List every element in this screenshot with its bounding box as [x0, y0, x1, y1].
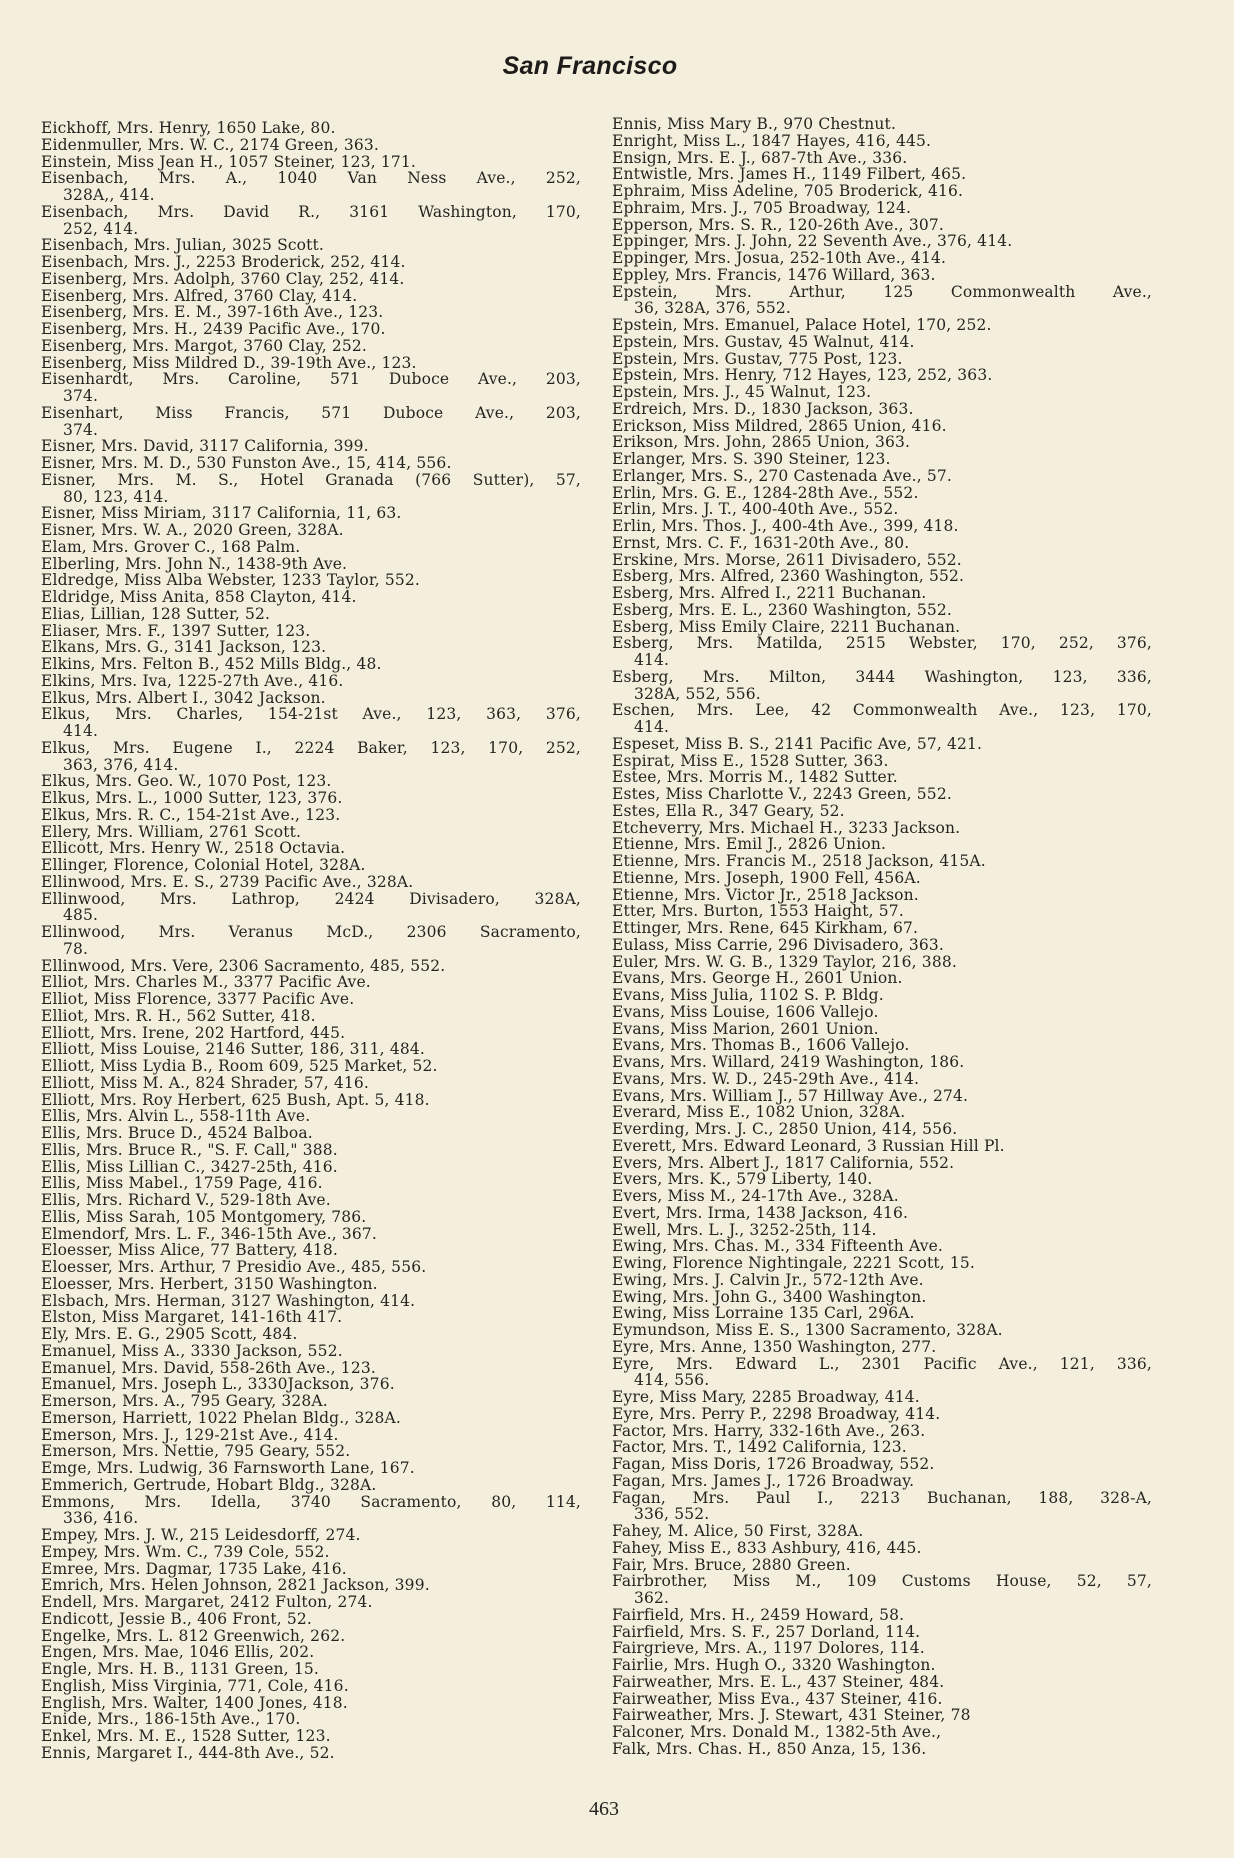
directory-entry-line: Epstein, Mrs. Gustav, 45 Walnut, 414.: [612, 332, 915, 352]
directory-entry-line: Ensign, Mrs. E. J., 687-7th Ave., 336.: [612, 148, 908, 167]
directory-entry-line: Estee, Mrs. Morris M., 1482 Sutter.: [612, 767, 898, 787]
directory-entry-line: Epstein, Mrs. Arthur, 125 Commonwealth Ave.,: [612, 283, 1152, 301]
entry-continuation-line: 336, 416.: [63, 1508, 139, 1528]
directory-entry-line: Eldredge, Miss Alba Webster, 1233 Taylor, 552.: [41, 570, 420, 590]
directory-entry-line: Elias, Lillian, 128 Sutter, 52.: [41, 604, 271, 624]
directory-entry-line: Eloesser, Mrs. Arthur, 7 Presidio Ave., 485, 556.: [41, 1257, 427, 1277]
directory-entry-line: Enide, Mrs., 186-15th Ave., 170.: [41, 1709, 301, 1729]
directory-entry-line: Ellery, Mrs. William, 2761 Scott.: [41, 822, 302, 841]
directory-entry-line: Ewing, Mrs. J. Calvin Jr., 572-12th Ave.: [612, 1270, 924, 1290]
directory-entry-line: Ephraim, Miss Adeline, 705 Broderick, 416.: [612, 181, 964, 201]
directory-entry-line: Elkus, Mrs. R. C., 154-21st Ave., 123.: [41, 805, 341, 825]
directory-entry-line: Elliot, Mrs. Charles M., 3377 Pacific Ave.: [41, 972, 371, 992]
directory-entry-line: Ewing, Mrs. John G., 3400 Washington.: [612, 1287, 927, 1306]
directory-entry-line: Eisenhardt, Mrs. Caroline, 571 Duboce Ave., 203,: [41, 370, 581, 389]
directory-entry-line: Etcheverry, Mrs. Michael H., 3233 Jackson.: [612, 818, 961, 837]
directory-entry-line: Enkel, Mrs. M. E., 1528 Sutter, 123.: [41, 1726, 331, 1746]
directory-entry-line: Elberling, Mrs. John N., 1438-9th Ave.: [41, 554, 348, 573]
directory-entry-line: Eisenbach, Mrs. A., 1040 Van Ness Ave., 252,: [41, 169, 581, 188]
directory-entry-line: Ennis, Margaret I., 444-8th Ave., 52.: [41, 1743, 335, 1763]
directory-entry-line: Erikson, Mrs. John, 2865 Union, 363.: [612, 432, 911, 452]
directory-entry-line: Eisenberg, Mrs. Adolph, 3760 Clay, 252, 414.: [41, 269, 405, 289]
directory-entry-line: Emerson, Harriett, 1022 Phelan Bldg., 328A.: [41, 1408, 401, 1428]
directory-entry-line: Elliott, Mrs. Irene, 202 Hartford, 445.: [41, 1023, 346, 1042]
directory-entry-line: Everard, Miss E., 1082 Union, 328A.: [612, 1102, 906, 1122]
directory-entry-line: Elkus, Mrs. Eugene I., 2224 Baker, 123, 170, 252,: [41, 739, 581, 757]
directory-entry-line: Eisenberg, Mrs. H., 2439 Pacific Ave., 170.: [41, 319, 386, 339]
directory-entry-line: Evers, Mrs. K., 579 Liberty, 140.: [612, 1169, 873, 1189]
directory-entry-line: Fairweather, Mrs. J. Stewart, 431 Steiner, 78: [612, 1705, 971, 1725]
entry-continuation-line: 328A,, 414.: [63, 185, 155, 205]
directory-entry-line: Fagan, Mrs. James J., 1726 Broadway.: [612, 1471, 915, 1491]
directory-entry-line: Etter, Mrs. Burton, 1553 Haight, 57.: [612, 901, 904, 921]
directory-entry-line: Endell, Mrs. Margaret, 2412 Fulton, 274.: [41, 1592, 373, 1612]
directory-entry-line: Elmendorf, Mrs. L. F., 346-15th Ave., 367.: [41, 1224, 377, 1243]
directory-entry-line: Euler, Mrs. W. G. B., 1329 Taylor, 216, 388.: [612, 952, 957, 971]
directory-entry-line: Factor, Mrs. T., 1492 California, 123.: [612, 1437, 907, 1457]
directory-entry-line: Elkins, Mrs. Felton B., 452 Mills Bldg., 48.: [41, 654, 382, 674]
directory-entry-line: Ellicott, Mrs. Henry W., 2518 Octavia.: [41, 838, 346, 858]
directory-entry-line: Ellis, Miss Mabel., 1759 Page, 416.: [41, 1173, 323, 1193]
directory-entry-line: Elkins, Mrs. Iva, 1225-27th Ave., 416.: [41, 671, 344, 691]
directory-entry-line: Eyre, Miss Mary, 2285 Broadway, 414.: [612, 1387, 920, 1407]
directory-entry-line: Fairweather, Miss Eva., 437 Steiner, 416.: [612, 1689, 943, 1708]
directory-entry-line: Eisenbach, Mrs. Julian, 3025 Scott.: [41, 235, 324, 255]
directory-entry-line: Eppinger, Mrs. J. John, 22 Seventh Ave., 376, 414.: [612, 231, 1013, 251]
directory-entry-line: Eisenhart, Miss Francis, 571 Duboce Ave., 203,: [41, 404, 581, 422]
directory-entry-line: Einstein, Miss Jean H., 1057 Steiner, 123, 171.: [41, 152, 416, 171]
directory-entry-line: Epstein, Mrs. Gustav, 775 Post, 123.: [612, 349, 903, 368]
page-number: 463: [589, 1798, 619, 1820]
page-title: San Francisco: [502, 52, 678, 80]
directory-entry-line: Erskine, Mrs. Morse, 2611 Divisadero, 552.: [612, 550, 962, 569]
directory-entry-line: Esberg, Mrs. Alfred I., 2211 Buchanan.: [612, 583, 927, 603]
directory-entry-line: Ewing, Mrs. Chas. M., 334 Fifteenth Ave.: [612, 1236, 944, 1256]
directory-entry-line: Fairgrieve, Mrs. A., 1197 Dolores, 114.: [612, 1638, 925, 1658]
directory-entry-line: Eschen, Mrs. Lee, 42 Commonwealth Ave., 123, 170,: [612, 701, 1152, 720]
directory-entry-line: Factor, Mrs. Harry, 332-16th Ave., 263.: [612, 1421, 926, 1440]
directory-entry-line: Eyre, Mrs. Edward L., 2301 Pacific Ave., 121, 336,: [612, 1355, 1152, 1373]
directory-entry-line: Evans, Miss Julia, 1102 S. P. Bldg.: [612, 985, 884, 1005]
directory-entry-line: Everding, Mrs. J. C., 2850 Union, 414, 556.: [612, 1119, 958, 1139]
directory-entry-line: Fairbrother, Miss M., 109 Customs House, 52, 57,: [612, 1572, 1152, 1591]
directory-entry-line: Ellinwood, Mrs. E. S., 2739 Pacific Ave., 328A.: [41, 872, 414, 892]
directory-entry-line: Falk, Mrs. Chas. H., 850 Anza, 15, 136.: [612, 1739, 927, 1759]
directory-entry-line: Engen, Mrs. Mae, 1046 Ellis, 202.: [41, 1642, 315, 1662]
directory-entry-line: Erlin, Mrs. G. E., 1284-28th Ave., 552.: [612, 483, 919, 502]
entry-continuation-line: 374.: [63, 386, 99, 406]
directory-entry-line: Eyre, Mrs. Anne, 1350 Washington, 277.: [612, 1337, 937, 1357]
directory-entry-line: Elliott, Miss M. A., 824 Shrader, 57, 416.: [41, 1073, 370, 1093]
directory-entry-line: Engle, Mrs. H. B., 1131 Green, 15.: [41, 1659, 319, 1679]
directory-entry-line: Elliot, Mrs. R. H., 562 Sutter, 418.: [41, 1006, 316, 1026]
entry-continuation-line: 252, 414.: [63, 219, 139, 238]
entry-continuation-line: 78.: [63, 939, 89, 959]
directory-entry-line: Emerson, Mrs. A., 795 Geary, 328A.: [41, 1391, 328, 1411]
directory-entry-line: Everett, Mrs. Edward Leonard, 3 Russian Hill Pl.: [612, 1136, 1005, 1156]
directory-entry-line: Evans, Mrs. W. D., 245-29th Ave., 414.: [612, 1069, 920, 1089]
directory-entry-line: Evans, Mrs. William J., 57 Hillway Ave., 274.: [612, 1086, 969, 1105]
entry-continuation-line: 414.: [634, 717, 670, 737]
directory-entry-line: Epstein, Mrs. J., 45 Walnut, 123.: [612, 382, 872, 402]
directory-entry-line: Emanuel, Miss A., 3330 Jackson, 552.: [41, 1341, 343, 1361]
directory-entry-line: Eisenbach, Mrs. J., 2253 Broderick, 252, 414.: [41, 252, 406, 272]
directory-entry-line: Emge, Mrs. Ludwig, 36 Farnsworth Lane, 167.: [41, 1458, 415, 1478]
directory-entry-line: Eisenberg, Mrs. Alfred, 3760 Clay, 414.: [41, 286, 358, 305]
directory-entry-line: Elliott, Miss Louise, 2146 Sutter, 186, 311, 484.: [41, 1039, 425, 1059]
directory-entry-line: Empey, Mrs. J. W., 215 Leidesdorff, 274.: [41, 1525, 361, 1545]
directory-entry-line: Emerson, Mrs. J., 129-21st Ave., 414.: [41, 1425, 339, 1444]
directory-entry-line: Ewing, Miss Lorraine 135 Carl, 296A.: [612, 1303, 915, 1323]
directory-entry-line: Emanuel, Mrs. Joseph L., 3330Jackson, 376.: [41, 1374, 395, 1394]
directory-entry-line: Ettinger, Mrs. Rene, 645 Kirkham, 67.: [612, 918, 919, 938]
directory-entry-line: Fagan, Miss Doris, 1726 Broadway, 552.: [612, 1454, 935, 1474]
directory-entry-line: Eisner, Mrs. M. D., 530 Funston Ave., 15, 414, 556.: [41, 453, 452, 473]
directory-entry-line: Fair, Mrs. Bruce, 2880 Green.: [612, 1555, 851, 1574]
directory-entry-line: Eisenbach, Mrs. David R., 3161 Washington, 170,: [41, 203, 581, 221]
directory-entry-line: Elliot, Miss Florence, 3377 Pacific Ave.: [41, 989, 355, 1009]
directory-entry-line: Elkus, Mrs. Geo. W., 1070 Post, 123.: [41, 771, 332, 791]
directory-entry-line: Etienne, Mrs. Francis M., 2518 Jackson, 415A.: [612, 851, 986, 871]
directory-entry-line: Eloesser, Miss Alice, 77 Battery, 418.: [41, 1240, 338, 1260]
directory-entry-line: Emrich, Mrs. Helen Johnson, 2821 Jackson, 399.: [41, 1575, 430, 1595]
entry-continuation-line: 363, 376, 414.: [63, 755, 179, 774]
entry-continuation-line: 414, 556.: [634, 1370, 710, 1390]
entry-continuation-line: 36, 328A, 376, 552.: [634, 298, 792, 318]
directory-entry-line: Elliott, Miss Lydia B., Room 609, 525 Market, 52.: [41, 1056, 438, 1076]
directory-entry-line: Eymundson, Miss E. S., 1300 Sacramento, 328A.: [612, 1320, 1003, 1340]
directory-entry-line: Estes, Miss Charlotte V., 2243 Green, 552.: [612, 784, 952, 804]
directory-entry-line: Enright, Miss L., 1847 Hayes, 416, 445.: [612, 131, 932, 151]
entry-continuation-line: 80, 123, 414.: [63, 487, 169, 506]
directory-entry-line: Ellinwood, Mrs. Veranus McD., 2306 Sacramento,: [41, 923, 581, 942]
directory-entry-line: Elam, Mrs. Grover C., 168 Palm.: [41, 537, 301, 557]
directory-entry-line: Erlanger, Mrs. S., 270 Castenada Ave., 57.: [612, 466, 953, 486]
directory-entry-line: Etienne, Mrs. Joseph, 1900 Fell, 456A.: [612, 868, 921, 888]
directory-entry-line: Elkus, Mrs. L., 1000 Sutter, 123, 376.: [41, 788, 343, 808]
directory-entry-line: Emmerich, Gertrude, Hobart Bldg., 328A.: [41, 1475, 377, 1495]
entry-continuation-line: 336, 552.: [634, 1504, 710, 1524]
directory-entry-line: Eidenmuller, Mrs. W. C., 2174 Green, 363.: [41, 135, 379, 155]
entry-continuation-line: 485.: [63, 905, 99, 925]
directory-entry-line: Falconer, Mrs. Donald M., 1382-5th Ave.,: [612, 1722, 942, 1742]
directory-entry-line: Fahey, Miss E., 833 Ashbury, 416, 445.: [612, 1538, 922, 1558]
directory-entry-line: Epstein, Mrs. Emanuel, Palace Hotel, 170, 252.: [612, 315, 992, 335]
directory-entry-line: Ellis, Miss Sarah, 105 Montgomery, 786.: [41, 1207, 367, 1227]
directory-entry-line: Erlanger, Mrs. S. 390 Steiner, 123.: [612, 449, 891, 469]
entry-continuation-line: 374.: [63, 420, 99, 439]
directory-entry-line: Espirat, Miss E., 1528 Sutter, 363.: [612, 751, 889, 770]
directory-entry-line: Elkus, Mrs. Charles, 154-21st Ave., 123, 363, 376,: [41, 705, 581, 724]
right-column: [612, 116, 1152, 1758]
directory-entry-line: Emmons, Mrs. Idella, 3740 Sacramento, 80, 114,: [41, 1493, 581, 1511]
directory-entry-line: Endicott, Jessie B., 406 Front, 52.: [41, 1609, 312, 1629]
directory-entry-line: Eisner, Mrs. David, 3117 California, 399.: [41, 436, 369, 456]
directory-entry-line: Eickhoff, Mrs. Henry, 1650 Lake, 80.: [41, 118, 336, 138]
directory-entry-line: Evers, Mrs. Albert J., 1817 California, 552.: [612, 1153, 955, 1172]
directory-entry-line: Eisenberg, Mrs. Margot, 3760 Clay, 252.: [41, 336, 367, 356]
entry-continuation-line: 414.: [63, 721, 99, 741]
directory-entry-line: Elsbach, Mrs. Herman, 3127 Washington, 414.: [41, 1291, 416, 1310]
directory-entry-line: Evans, Miss Marion, 2601 Union.: [612, 1019, 879, 1038]
directory-entry-line: Ellinwood, Mrs. Vere, 2306 Sacramento, 485, 552.: [41, 956, 446, 975]
directory-entry-line: Fairweather, Mrs. E. L., 437 Steiner, 484.: [612, 1672, 945, 1692]
directory-entry-line: Eisner, Mrs. W. A., 2020 Green, 328A.: [41, 520, 344, 540]
directory-entry-line: English, Miss Virginia, 771, Cole, 416.: [41, 1676, 349, 1696]
directory-entry-line: Esberg, Mrs. E. L., 2360 Washington, 552.: [612, 600, 952, 620]
entry-continuation-line: 362.: [634, 1588, 670, 1608]
directory-entry-line: Ellis, Mrs. Bruce R., "S. F. Call," 388.: [41, 1140, 338, 1160]
directory-entry-line: Ernst, Mrs. C. F., 1631-20th Ave., 80.: [612, 533, 910, 553]
directory-entry-line: Ellis, Mrs. Bruce D., 4524 Balboa.: [41, 1123, 313, 1143]
directory-entry-line: Evers, Miss M., 24-17th Ave., 328A.: [612, 1186, 899, 1206]
directory-entry-line: Emree, Mrs. Dagmar, 1735 Lake, 416.: [41, 1559, 347, 1578]
directory-entry-line: Entwistle, Mrs. James H., 1149 Filbert, 465.: [612, 164, 967, 184]
directory-entry-line: Elston, Miss Margaret, 141-16th 417.: [41, 1307, 343, 1327]
directory-entry-line: Erickson, Miss Mildred, 2865 Union, 416.: [612, 416, 947, 435]
directory-entry-line: Ennis, Miss Mary B., 970 Chestnut.: [612, 114, 897, 134]
directory-entry-line: Evans, Mrs. Willard, 2419 Washington, 186.: [612, 1052, 965, 1072]
directory-entry-line: Erlin, Mrs. J. T., 400-40th Ave., 552.: [612, 499, 899, 519]
directory-entry-line: Ellinwood, Mrs. Lathrop, 2424 Divisadero, 328A,: [41, 890, 581, 908]
directory-entry-line: Eloesser, Mrs. Herbert, 3150 Washington.: [41, 1274, 378, 1294]
directory-entry-line: Fagan, Mrs. Paul I., 2213 Buchanan, 188, 328-A,: [612, 1489, 1152, 1507]
directory-entry-line: Esberg, Mrs. Matilda, 2515 Webster, 170, 252, 376,: [612, 634, 1152, 653]
directory-entry-line: Etienne, Mrs. Victor Jr., 2518 Jackson.: [612, 885, 919, 904]
directory-entry-line: Elliott, Mrs. Roy Herbert, 625 Bush, Apt. 5, 418.: [41, 1090, 430, 1109]
directory-entry-line: Esberg, Mrs. Milton, 3444 Washington, 123, 336,: [612, 668, 1152, 686]
directory-entry-line: Evans, Mrs. Thomas B., 1606 Vallejo.: [612, 1035, 910, 1055]
directory-entry-line: Eisner, Miss Miriam, 3117 California, 11, 63.: [41, 503, 402, 523]
directory-entry-line: Ephraim, Mrs. J., 705 Broadway, 124.: [612, 198, 912, 218]
directory-entry-line: Eisenberg, Miss Mildred D., 39-19th Ave., 123.: [41, 353, 417, 372]
directory-entry-line: Ewell, Mrs. L. J., 3252-25th, 114.: [612, 1220, 877, 1239]
directory-entry-line: Ellis, Miss Lillian C., 3427-25th, 416.: [41, 1157, 338, 1176]
directory-entry-line: Empey, Mrs. Wm. C., 739 Cole, 552.: [41, 1542, 330, 1562]
directory-entry-line: Emerson, Mrs. Nettie, 795 Geary, 552.: [41, 1441, 351, 1461]
directory-entry-line: Eyre, Mrs. Perry P., 2298 Broadway, 414.: [612, 1404, 941, 1424]
directory-entry-line: Elkus, Mrs. Albert I., 3042 Jackson.: [41, 688, 326, 707]
directory-entry-line: Eldridge, Miss Anita, 858 Clayton, 414.: [41, 587, 357, 607]
directory-entry-line: Estes, Ella R., 347 Geary, 52.: [612, 801, 845, 821]
directory-entry-line: Fairfield, Mrs. H., 2459 Howard, 58.: [612, 1605, 905, 1625]
directory-entry-line: Eisner, Mrs. M. S., Hotel Granada (766 Sutter), 57,: [41, 471, 581, 489]
directory-entry-line: Epstein, Mrs. Henry, 712 Hayes, 123, 252, 363.: [612, 365, 993, 385]
directory-entry-line: Eliaser, Mrs. F., 1397 Sutter, 123.: [41, 621, 311, 640]
directory-entry-line: Ellinger, Florence, Colonial Hotel, 328A.: [41, 855, 366, 875]
directory-entry-line: Fairfield, Mrs. S. F., 257 Dorland, 114.: [612, 1622, 921, 1641]
directory-entry-line: Evans, Mrs. George H., 2601 Union.: [612, 968, 903, 988]
entry-continuation-line: 328A, 552, 556.: [634, 684, 761, 703]
directory-entry-line: English, Mrs. Walter, 1400 Jones, 418.: [41, 1693, 348, 1712]
directory-entry-line: Eppinger, Mrs. Josua, 252-10th Ave., 414.: [612, 248, 947, 268]
directory-entry-line: Eisenberg, Mrs. E. M., 397-16th Ave., 123.: [41, 302, 384, 322]
directory-entry-line: Ellis, Mrs. Alvin L., 558-11th Ave.: [41, 1106, 311, 1126]
entry-continuation-line: 414.: [634, 650, 670, 670]
directory-entry-line: Eulass, Miss Carrie, 296 Divisadero, 363.: [612, 935, 944, 955]
directory-entry-line: Fahey, M. Alice, 50 First, 328A.: [612, 1521, 864, 1541]
directory-entry-line: Evert, Mrs. Irma, 1438 Jackson, 416.: [612, 1203, 909, 1223]
directory-entry-line: Ellis, Mrs. Richard V., 529-18th Ave.: [41, 1190, 331, 1210]
directory-entry-line: Eppley, Mrs. Francis, 1476 Willard, 363.: [612, 265, 936, 285]
directory-entry-line: Esberg, Mrs. Alfred, 2360 Washington, 552.: [612, 566, 965, 586]
directory-entry-line: Epperson, Mrs. S. R., 120-26th Ave., 307.: [612, 215, 944, 234]
directory-entry-line: Erlin, Mrs. Thos. J., 400-4th Ave., 399, 418.: [612, 516, 959, 536]
directory-entry-line: Ewing, Florence Nightingale, 2221 Scott, 15.: [612, 1253, 975, 1273]
directory-entry-line: Engelke, Mrs. L. 812 Greenwich, 262.: [41, 1626, 346, 1645]
directory-entry-line: Evans, Miss Louise, 1606 Vallejo.: [612, 1002, 879, 1022]
directory-entry-line: Esberg, Miss Emily Claire, 2211 Buchanan.: [612, 617, 961, 636]
left-column: [41, 120, 581, 1762]
directory-entry-line: Fairlie, Mrs. Hugh O., 3320 Washington.: [612, 1655, 936, 1675]
directory-entry-line: Espeset, Miss B. S., 2141 Pacific Ave, 57, 421.: [612, 734, 983, 754]
directory-entry-line: Erdreich, Mrs. D., 1830 Jackson, 363.: [612, 399, 914, 419]
directory-entry-line: Etienne, Mrs. Emil J., 2826 Union.: [612, 834, 887, 854]
directory-entry-line: Ely, Mrs. E. G., 2905 Scott, 484.: [41, 1324, 298, 1344]
directory-entry-line: Elkans, Mrs. G., 3141 Jackson, 123.: [41, 637, 327, 657]
directory-entry-line: Emanuel, Mrs. David, 558-26th Ave., 123.: [41, 1358, 376, 1377]
